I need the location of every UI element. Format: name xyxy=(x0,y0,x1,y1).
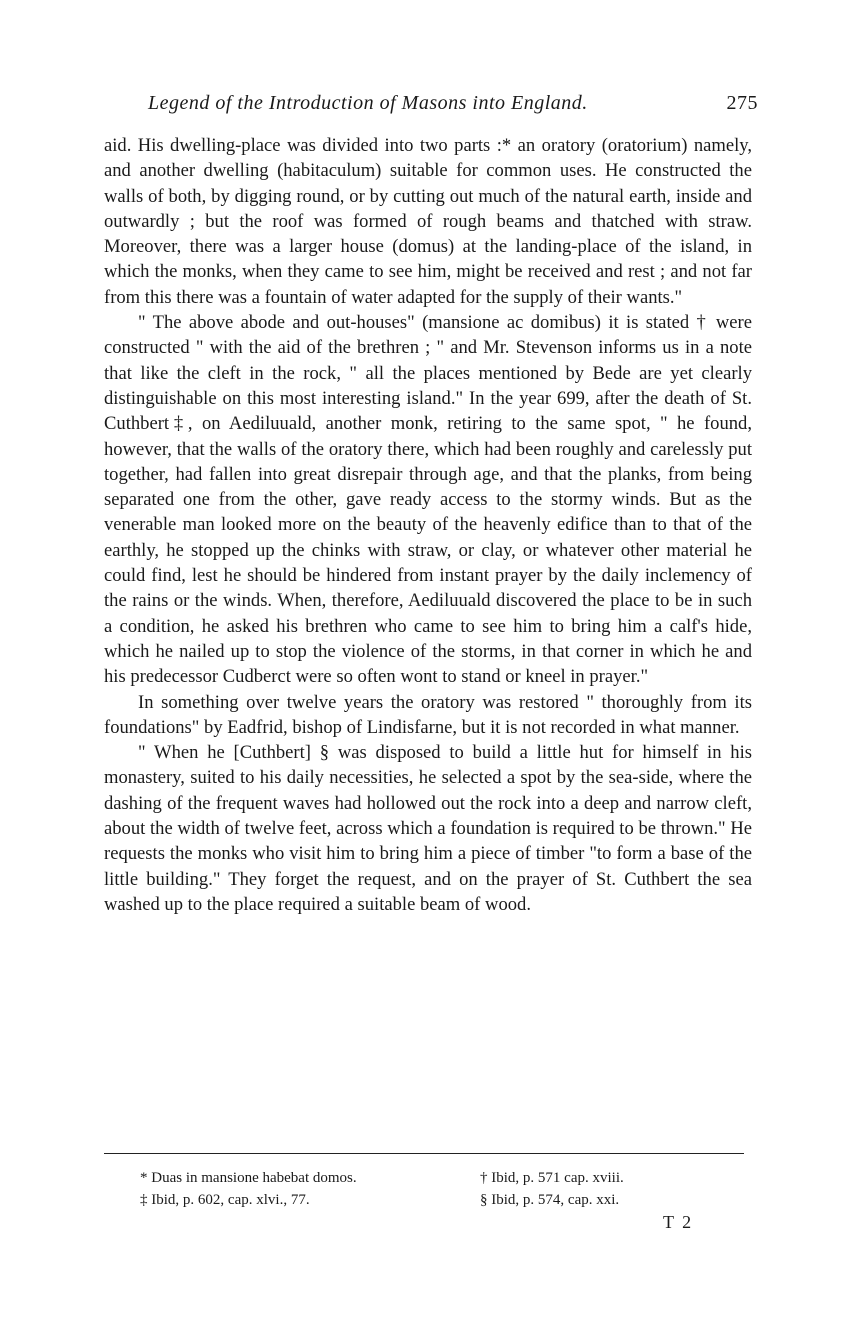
page-number: 275 xyxy=(726,92,758,114)
footnote-double-dagger: ‡ Ibid, p. 602, cap. xlvi., 77. xyxy=(140,1192,310,1208)
paragraph-1: aid. His dwelling-place was divided into two parts :* an oratory (oratorium) namely, and another dwelling (habitaculum) suitable for common uses. He constructed the walls of both, by digging round, or by cutting out much of the natural earth, inside and outwardly ; but the roof was formed of rough beams and thatched with straw. Moreover, there was a larger house (domus) at the landing-place of the island, in which the monks, when they came to see him, might be received and rest ; and not far from this there was a fountain of water adapted for the supply of their wants." xyxy=(104,135,752,308)
body-text xyxy=(104,133,752,917)
signature-mark: T 2 xyxy=(663,1212,694,1232)
footnote-dagger: † Ibid, p. 571 cap. xviii. xyxy=(480,1170,624,1186)
footnote-rule xyxy=(104,1153,744,1154)
footnote-section: § Ibid, p. 574, cap. xxi. xyxy=(480,1192,620,1208)
paragraph-3: In something over twelve years the oratory was restored " thoroughly from its foundations" by Eadfrid, bishop of Lindisfarne, but it is not recorded in what manner. xyxy=(104,691,752,738)
paragraph-4: " When he [Cuthbert] § was disposed to build a little hut for himself in his monastery, suited to his daily necessities, he selected a spot by the sea-side, where the dashing of the frequent waves had hollowed out the rock into a deep and narrow cleft, about the width of twelve feet, across which a foundation is required to be thrown." He requests the monks who visit him to bring him a piece of timber "to form a base of the little building." They forget the request, and on the prayer of St. Cuthbert the sea washed up to the place required a suitable beam of wood. xyxy=(104,742,752,915)
footnote-asterisk: * Duas in mansione habebat domos. xyxy=(140,1170,357,1186)
running-title: Legend of the Introduction of Masons into England. xyxy=(148,92,588,114)
paragraph-2: " The above abode and out-houses" (mansione ac domibus) it is stated † were constructed " with the aid of the brethren ; " and Mr. Stevenson informs us in a note that like the cleft in the rock, " all the places mentioned by Bede are yet clearly distinguishable on this most interesting island." In the year 699, after the death of St. Cuthbert‡, on Aediluuald, another monk, retiring to the same spot, " he found, however, that the walls of the oratory there, which had been roughly and carelessly put together, had fallen into great disrepair through age, and that the planks, from being separated one from the other, gave ready access to the stormy winds. But as the venerable man looked more on the beauty of the heavenly edifice than to that of the earthly, he stopped up the chinks with straw, or clay, or whatever other material he could find, lest he should be hindered from instant prayer by the daily inclemency of the rains or the winds. When, therefore, Aediluuald discovered the place to be in such a condition, he asked his brethren who came to see him to bring him a calf's hide, which he nailed up to stop the violence of the storms, in that corner in which he and his predecessor Cudberct were so often wont to stand or kneel in prayer." xyxy=(104,312,752,688)
page-header xyxy=(104,88,764,118)
